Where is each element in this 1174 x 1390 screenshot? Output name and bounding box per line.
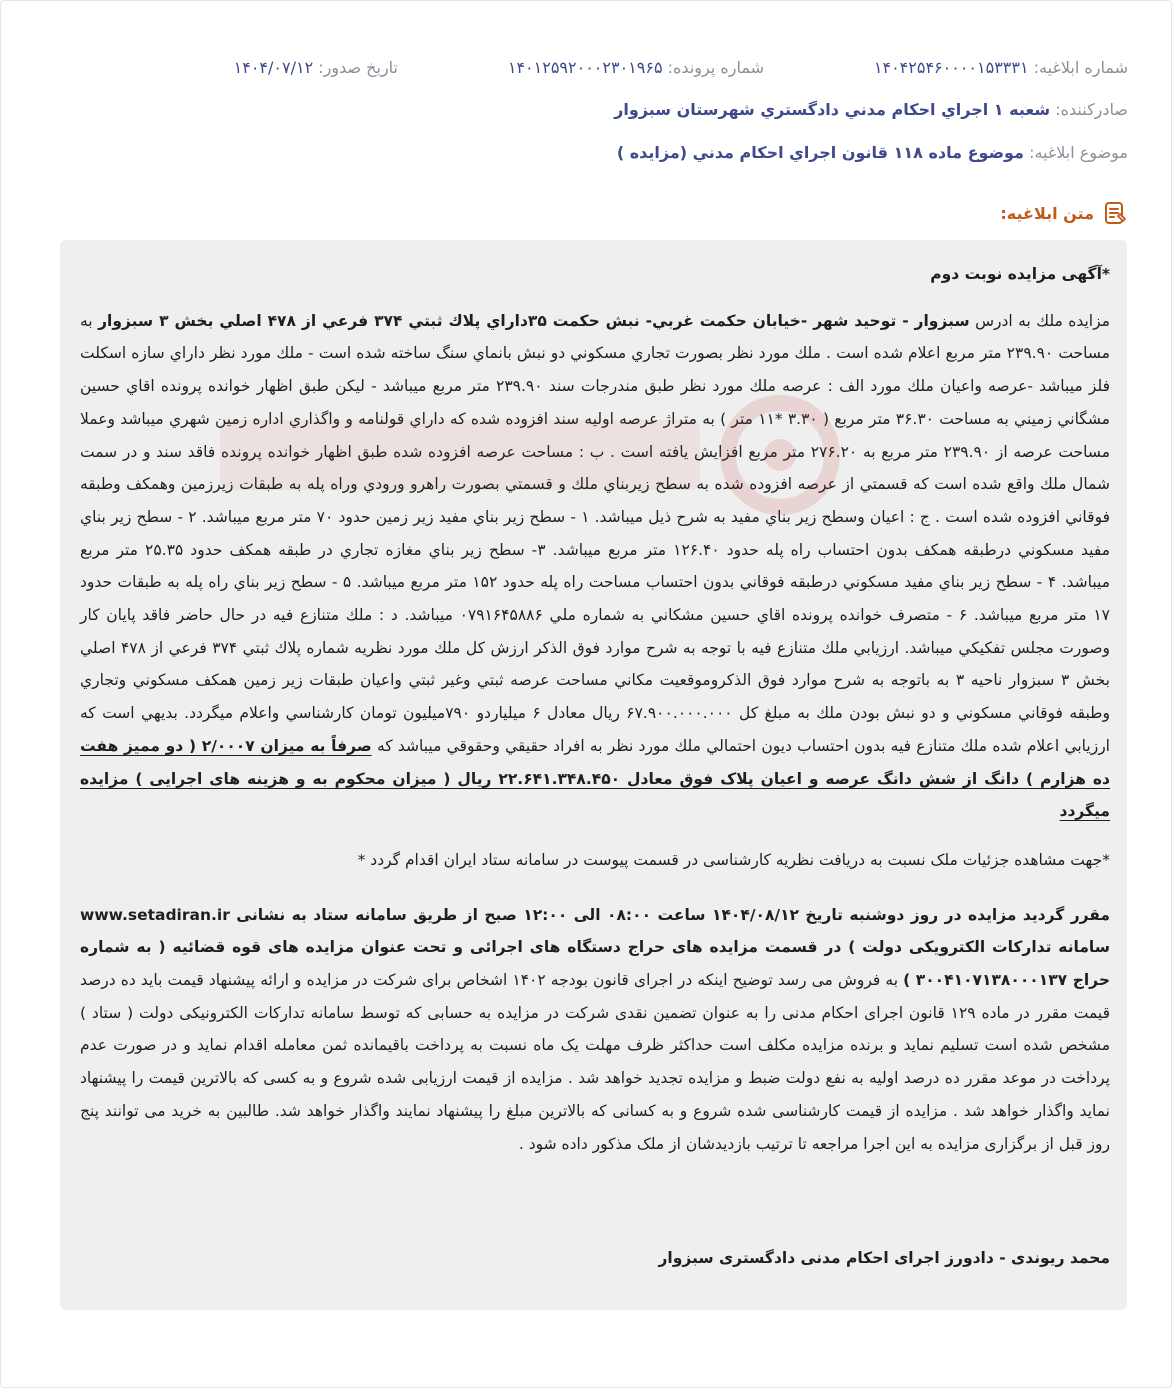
subject-label: موضوع ابلاغيه:	[1029, 143, 1128, 162]
section-title	[1000, 200, 1128, 226]
issuer-value: شعبه ۱ اجراي احكام مدني دادگستري شهرستان سبزوار	[614, 100, 1051, 119]
issuer-label: صادركننده:	[1055, 100, 1128, 119]
document-icon	[1102, 200, 1128, 226]
issue-date	[234, 58, 398, 77]
schedule-paragraph	[80, 899, 1110, 1161]
section-title-text: متن ابلاغيه:	[1000, 203, 1094, 223]
body-intro: مزايده ملك به ادرس	[969, 311, 1110, 330]
notice-number-label: شماره ابلاغيه:	[1033, 58, 1128, 77]
case-number	[508, 58, 764, 77]
subject-value: موضوع ماده ۱۱۸ قانون اجراي احكام مدني (مزايده )	[616, 143, 1024, 162]
body-address: سبزوار - توحيد شهر -خيابان حكمت غربي- نبش حكمت ۳۵داراي پلاك ثبتي ۳۷۴ فرعي از ۴۷۸ اصلي بخش ۳ سبزوار	[98, 311, 970, 330]
body-share: صرفاً به میزان ۲/۰۰۰۷ ( دو ممیز هفت ده هزارم ) دانگ از شش دانگ عرصه و اعیان پلاک فوق معادل ۲۲.۶۴۱.۳۴۸.۴۵۰ ریال ( میزان محکوم به و هزینه های اجرایی ) مزایده میگردد	[80, 736, 1110, 821]
signature: محمد ریوندی - دادورز اجرای احکام مدنی دادگستری سبزوار	[658, 1249, 1110, 1267]
case-number-value: ۱۴۰۱۲۵۹۲۰۰۰۲۳۰۱۹۶۵	[507, 58, 663, 77]
issue-date-value: ۱۴۰۴/۰۷/۱۲	[233, 58, 314, 77]
issue-date-label: تاريخ صدور:	[318, 58, 398, 77]
notice-body	[80, 305, 1110, 828]
schedule-bold: مقرر گردید مزایده در روز دوشنبه تاریخ ۱۴۰۴/۰۸/۱۲ ساعت ۰۸:۰۰ الی ۱۲:۰۰ صبح از طریق سامانه ستاد به نشانی www.setadiran.ir سامانه تدارکات الکترویکی دولت ) در قسمت مزایده های حراج دستگاه های اجرائی و تحت عنوان مزایده های قوه قضائیه ( به شماره حراج ۳۰۰۴۱۰۷۱۳۸۰۰۰۱۳۷ )	[80, 905, 1111, 990]
notice-box	[60, 240, 1127, 1310]
schedule-rest: به فروش می رسد توضیح اینکه در اجرای قانون بودجه ۱۴۰۲ اشخاص برای شرکت در مزایده و ارائه پیشنهاد قیمت باید ده درصد قیمت مقرر در ماده ۱۲۹ قانون اجرای احکام مدنی را به عنوان تضمین نقدی شرکت در مزایده به حسابی که توسط سامانه تدارکات الکترونیکی دولت ( ستاد ) مشخص شده است تسلیم نماید و برنده مزایده مکلف است حداکثر ظرف مهلت یک ماه نسبت به پرداخت باقیمانده ثمن معامله اقدام نماید و در صورت عدم پرداخت در موعد مقرر ده درصد اولیه به نفع دولت ضبط و مزایده تجدید خواهد شد . مزایده از قیمت ارزیابی شده شروع و به کسی که بالاترین قیمت را پیشنهاد نماید واگذار خواهد شد . مزایده از قیمت کارشناسی شده شروع و به کسانی که بالاترین مبلغ را پیشنهاد نمایند واگذار خواهد شد. طالبین به خرید می توانند پنج روز قبل از برگزاری مزایده به این اجرا مراجعه تا ترتیب بازدیدشان از ملک مذکور داده شود .	[80, 971, 1111, 1153]
notice-number-value: ۱۴۰۴۲۵۴۶۰۰۰۰۱۵۳۳۳۱	[873, 58, 1029, 77]
notice-number	[874, 58, 1128, 77]
notice-headline: *آگهی مزایده نوبت دوم	[930, 265, 1110, 283]
case-number-label: شماره پرونده:	[667, 58, 764, 77]
issuer-line	[614, 100, 1128, 119]
details-note: *جهت مشاهده جزئیات ملک نسبت به دریافت نظریه کارشناسی در قسمت پیوست در سامانه ستاد ایران اقدام گردد *	[357, 850, 1110, 869]
meta-row	[40, 58, 1128, 82]
body-main: به مساحت ۲۳۹.۹۰ متر مربع اعلام شده است . ملك مورد نظر بصورت تجاري مسكوني دو نبش بانماي سنگ ساخته شده است - ملك مورد نظر داراي سازه اسكلت فلز ميباشد -عرصه واعيان ملك مورد الف : عرصه ملك مورد نظر طبق مندرجات سند ۲۳۹.۹۰ متر مربع ميباشد - ليكن طبق اظهار خوانده پرونده اقاي حسين مشگاني زميني به مساحت ۳۶.۳۰ متر مربع ( ۳.۳۰ *۱۱ متر ) به متراژ عرصه اوليه سند افزوده شده كه داراي قولنامه و واگذاري اداره زمين شهري ميباشد وعملا مساحت عرصه از ۲۳۹.۹۰ متر مربع به ۲۷۶.۲۰ متر مربع افزايش يافته است . ب : مساحت عرصه افزوده شده طبق اظهار خوانده پرونده فاقد سند و در سمت شمال ملك واقع شده است كه قسمتي از عرصه افزوده شده به سطح زيربناي ملك و قسمتي بصورت راهرو ورودي وراه پله به طبقات زيرزمين وهمكف وطبقه فوقاني افزوده شده است . ج : اعيان وسطح زير بناي مفيد به شرح ذيل ميباشد. ۱ - سطح زير بناي مفيد زير زمين حدود ۷۰ متر مربع ميباشد. ۲ - سطح زير بناي مفيد مسكوني درطبقه همكف بدون احتساب راه پله حدود ۱۲۶.۴۰ متر مربع ميباشد. ۳- سطح زير بناي مغازه تجاري در طبقه همكف حدود ۲۵.۳۵ متر مربع ميباشد. ۴ - سطح زير بناي مفيد مسكوني درطبقه فوقاني بدون احتساب مساحت راه پله حدود ۱۵۲ متر مربع ميباشد. ۵ - سطح زير بناي راه پله به طبقات حدود ۱۷ متر مربع ميباشد. ۶ - متصرف خوانده پرونده اقاي حسين مشكاني به شماره ملي ۰۷۹۱۶۴۵۸۸۶ ميباشد. د : ملك متنازع فيه در حال حاضر فاقد پايان كار وصورت مجلس تفكيكي ميباشد. ارزيابي ملك متنازع فيه با توجه به شرح موارد فوق الذكر ارزش كل ملك مورد نظريه شماره پلاك ثبتي ۳۷۴ فرعي از ۴۷۸ اصلي بخش ۳ سبزوار ناحيه ۳ به باتوجه به شرح موارد فوق الذكروموقعيت مكاني مساحت عرصه ثبتي وغير ثبتي واعيان طبقات زير زمين همكف مسكوني وتجاري وطبقه فوقاني مسكوني و دو نبش بودن ملك به مبلغ كل ۶۷.۹۰۰.۰۰۰.۰۰۰ ريال معادل ۶ ميلياردو ۷۹۰ميليون تومان كارشناسي واعلام ميگردد. بديهي است كه ارزيابي اعلام شده ملك متنازع فيه بدون احتساب ديون احتمالي ملك مورد نظر به افراد حقيقي وحقوقي ميباشد كه	[80, 311, 1111, 755]
subject-line	[617, 143, 1128, 162]
